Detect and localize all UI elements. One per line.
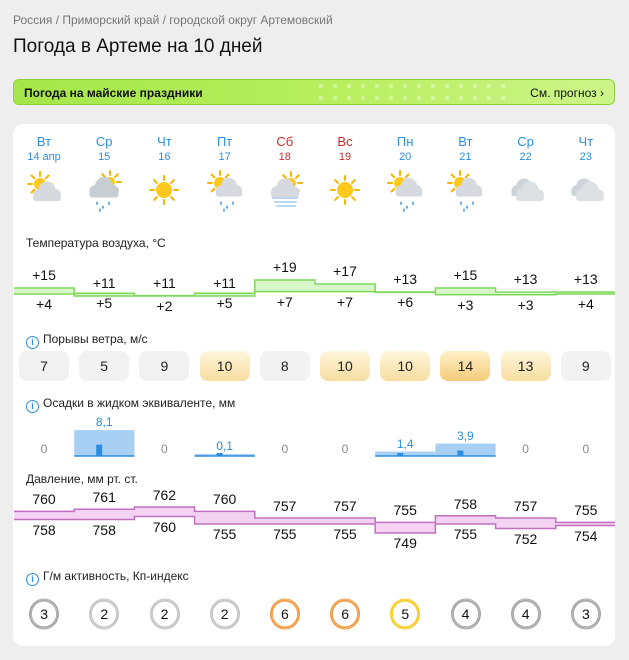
temperature-max-value: +17 (333, 263, 357, 279)
day-date: 15 (98, 151, 111, 163)
temperature-max-value: +19 (272, 259, 297, 275)
partly-cloudy-sun-rain-icon (207, 170, 243, 212)
kp-label (26, 569, 189, 586)
sun-icon (327, 170, 363, 212)
precipitation-value: 0 (40, 442, 48, 456)
day-column[interactable] (556, 124, 616, 224)
breadcrumb-separator: / (52, 13, 63, 27)
temperature-min-value: +4 (577, 296, 594, 312)
see-forecast-link[interactable] (530, 86, 604, 100)
kp-index-badge (148, 597, 182, 631)
temperature-max-value: +13 (573, 271, 598, 287)
precipitation-value: 0 (582, 442, 590, 456)
day-column[interactable] (435, 124, 495, 224)
precipitation-peak (96, 445, 102, 456)
breadcrumb-separator: / (159, 13, 170, 27)
temperature-max-value: +11 (153, 275, 176, 291)
temperature-label: Температура воздуха, °C (26, 236, 166, 250)
temperature-min-value: +7 (276, 293, 293, 310)
day-name: Ср (517, 134, 534, 149)
pressure-max-value: 757 (333, 498, 357, 514)
info-icon[interactable]: i (26, 336, 39, 349)
temperature-min-value: +4 (36, 296, 52, 312)
kp-index-value: 2 (160, 606, 169, 622)
kp-index-badge (388, 597, 422, 631)
day-date: 18 (278, 151, 291, 163)
day-name: Сб (276, 134, 294, 149)
pressure-min-value: 755 (273, 526, 297, 542)
temperature-max-value: +11 (92, 275, 116, 291)
kp-index-badge (208, 597, 242, 631)
wind-gust-value: 9 (561, 351, 611, 381)
day-name: Вс (337, 134, 353, 149)
kp-label-text: Г/м активность, Кп-индекс (43, 569, 189, 583)
precipitation-value: 8,1 (95, 415, 113, 430)
pressure-min-value: 758 (32, 521, 56, 538)
wind-label-text: Порывы ветра, м/с (43, 332, 148, 346)
kp-index-value: 3 (581, 606, 590, 622)
pressure-min-value: 755 (453, 526, 478, 542)
banner-pattern (314, 80, 514, 104)
forecast-card (13, 124, 615, 646)
precipitation-value: 0 (341, 442, 349, 456)
precipitation-bar (74, 430, 134, 456)
info-icon[interactable]: i (26, 573, 39, 586)
kp-index-value: 6 (341, 606, 349, 622)
pressure-min-value: 752 (513, 530, 538, 547)
kp-index-badge (569, 597, 603, 631)
day-date: 19 (338, 151, 352, 163)
day-name: Пн (396, 134, 414, 149)
wind-gust-value: 13 (501, 351, 551, 381)
precipitation-value: 1,4 (396, 436, 414, 451)
temperature-min-value: +5 (96, 295, 113, 312)
page-title: Погода в Артеме на 10 дней (13, 36, 263, 57)
see-forecast-label: См. прогноз (530, 86, 597, 100)
promo-text: Погода на майские праздники (24, 86, 203, 100)
precipitation-peak (457, 451, 463, 456)
temperature-max-value: +15 (453, 267, 478, 283)
day-name: Вт (458, 134, 473, 149)
sun-icon (146, 170, 182, 212)
day-name: Ср (95, 134, 113, 149)
day-date: 14 апр (27, 151, 61, 163)
partly-cloudy-sun-icon (26, 170, 62, 212)
day-name: Чт (578, 134, 594, 149)
wind-gust-value: 9 (139, 351, 189, 381)
pressure-label: Давление, мм рт. ст. (26, 472, 138, 486)
fog-sun-icon (267, 170, 303, 212)
day-date: 23 (579, 151, 592, 163)
pressure-min-value: 760 (152, 518, 177, 535)
kp-index-value: 4 (521, 606, 530, 622)
kp-index-value: 2 (100, 606, 109, 622)
pressure-max-value: 757 (513, 498, 538, 514)
precipitation-value: 0,1 (216, 439, 233, 453)
kp-index-badge (87, 597, 121, 631)
day-column[interactable] (195, 124, 255, 224)
kp-index-badge (449, 597, 483, 631)
temperature-min-value: +3 (457, 296, 474, 313)
day-column[interactable] (134, 124, 194, 224)
day-column[interactable] (255, 124, 315, 224)
pressure-max-value: 762 (152, 487, 177, 503)
kp-index-value: 6 (280, 606, 289, 622)
breadcrumb-link-primorsky[interactable]: Приморский край (62, 13, 160, 27)
day-name: Вт (36, 134, 52, 149)
day-column[interactable] (375, 124, 435, 224)
precipitation-value: 0 (161, 442, 168, 456)
day-date: 16 (158, 151, 171, 163)
wind-gust-value: 10 (200, 351, 250, 381)
pressure-min-value: 754 (574, 527, 598, 544)
temperature-max-value: +13 (393, 271, 418, 287)
pressure-min-value: 749 (393, 535, 417, 551)
holiday-promo-banner[interactable] (13, 79, 615, 105)
cloud-icon (568, 170, 604, 212)
temperature-max-value: +15 (32, 267, 56, 283)
temperature-max-value: +13 (513, 271, 538, 287)
pressure-max-value: 755 (393, 502, 417, 519)
day-name: Чт (157, 134, 172, 149)
pressure-max-value: 755 (574, 502, 598, 519)
precipitation-value: 0 (281, 442, 289, 456)
pressure-max-value: 761 (92, 489, 116, 506)
breadcrumb (13, 13, 333, 27)
wind-gust-value: 8 (260, 351, 310, 381)
day-name: Пт (216, 134, 233, 149)
wind-label (26, 332, 148, 349)
wind-gust-value: 5 (79, 351, 129, 381)
kp-index-badge (509, 597, 543, 631)
pressure-min-value: 755 (212, 526, 237, 542)
cloud-icon (508, 170, 544, 212)
wind-gust-value: 14 (440, 351, 490, 381)
temperature-max-value: +11 (213, 275, 236, 291)
temperature-min-value: +2 (156, 297, 173, 314)
precipitation-label (26, 396, 235, 413)
temperature-min-value: +5 (216, 295, 233, 312)
temperature-min-value: +3 (517, 296, 534, 313)
pressure-max-value: 760 (32, 491, 56, 508)
precipitation-value: 3,9 (457, 428, 474, 443)
precipitation-value: 0 (522, 442, 529, 456)
day-column[interactable] (496, 124, 556, 224)
precipitation-label-text: Осадки в жидком эквиваленте, мм (43, 396, 236, 410)
kp-index-badge (268, 597, 302, 631)
day-date: 21 (459, 151, 472, 163)
kp-index-value: 2 (220, 606, 229, 622)
pressure-min-value: 758 (92, 521, 116, 538)
precipitation-bar (435, 444, 495, 456)
pressure-min-value: 755 (333, 526, 357, 542)
breadcrumb-link-russia[interactable]: Россия (13, 13, 53, 27)
cloudy-sun-rain-icon (86, 170, 122, 212)
wind-gust-value: 7 (19, 351, 69, 381)
pressure-max-value: 758 (453, 495, 478, 512)
partly-cloudy-sun-rain-icon (387, 170, 423, 212)
chevron-right-icon: › (600, 86, 604, 100)
kp-index-badge (328, 597, 362, 631)
pressure-max-value: 760 (212, 491, 237, 508)
temperature-min-value: +6 (397, 294, 414, 311)
day-column[interactable] (315, 124, 375, 224)
info-icon[interactable]: i (26, 400, 39, 413)
pressure-max-value: 757 (273, 498, 297, 514)
day-date: 22 (519, 151, 532, 163)
temperature-min-value: +7 (337, 293, 353, 310)
breadcrumb-link-artemovsky[interactable]: городской округ Артемовский (169, 13, 333, 27)
kp-index-badge (27, 597, 61, 631)
day-date: 20 (399, 151, 412, 163)
day-column[interactable] (74, 124, 134, 224)
kp-index-value: 3 (40, 606, 48, 622)
day-date: 17 (218, 151, 231, 163)
wind-gust-value: 10 (380, 351, 430, 381)
day-column[interactable] (14, 124, 74, 224)
wind-gust-value: 10 (320, 351, 370, 381)
kp-index-value: 4 (461, 606, 470, 622)
partly-cloudy-sun-rain-icon (447, 170, 483, 212)
kp-index-value: 5 (401, 606, 410, 622)
